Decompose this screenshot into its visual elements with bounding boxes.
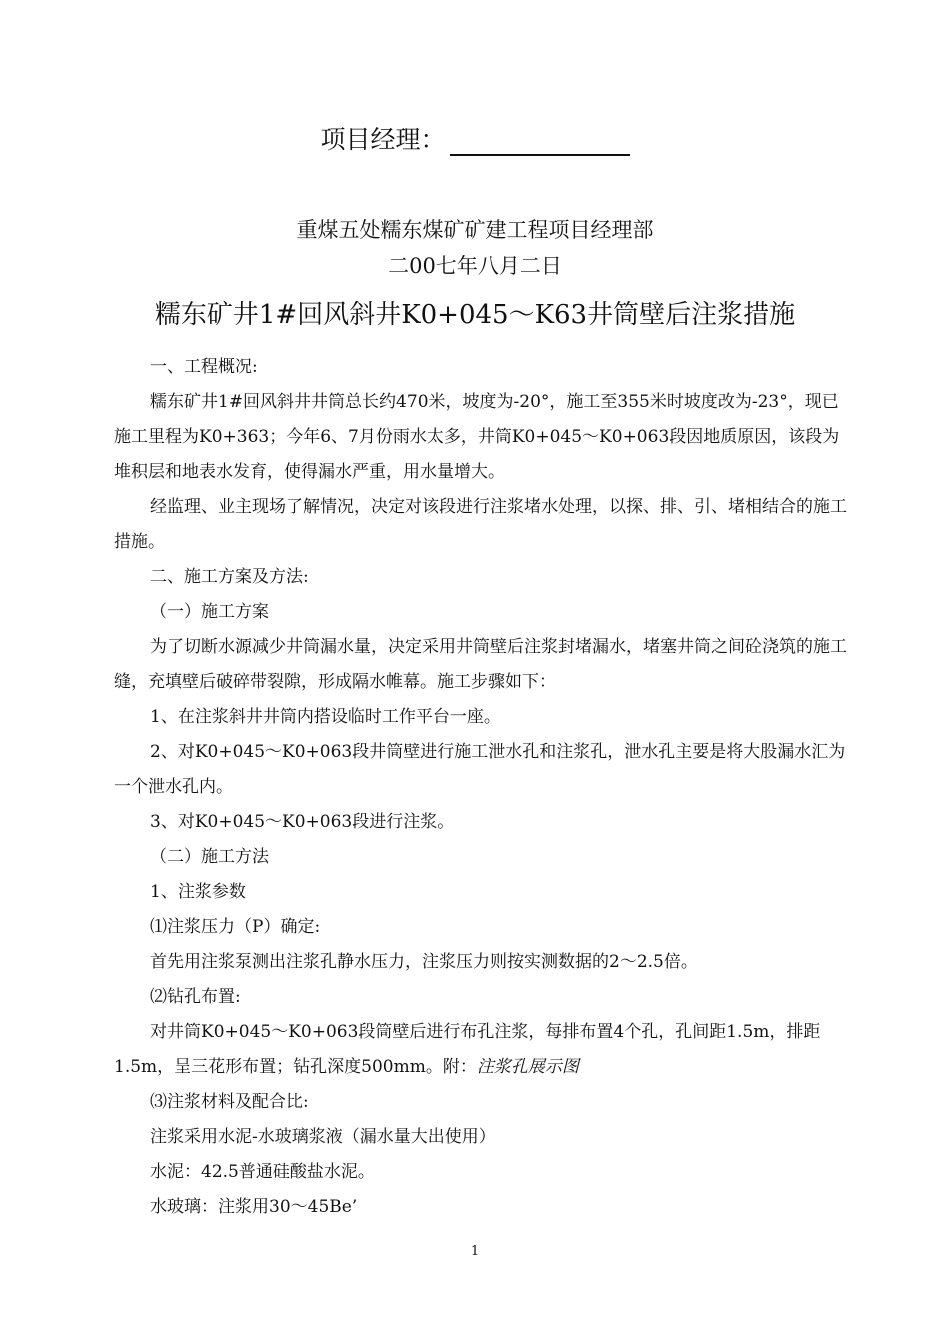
materials-text: 注浆采用水泥-水玻璃浆液（漏水量大出使用） xyxy=(150,1127,496,1147)
project-manager-label: 项目经理： xyxy=(320,125,446,154)
organization-name: 重煤五处糯东煤矿矿建工程项目经理部 xyxy=(296,218,654,242)
section-heading-plan: 二、施工方案及方法: xyxy=(150,567,309,587)
hole-layout-diagram-link[interactable]: 注浆孔展示图 xyxy=(476,1057,579,1077)
drilling-layout-body: 对井筒K0+045～K0+063段筒壁后进行布孔注浆，每排布置4个孔，孔间距1.5m，排距1.5m，呈三花形布置；钻孔深度500mm。附： xyxy=(114,1022,821,1077)
water-glass-spec: 水玻璃：注浆用30～45Be’ xyxy=(150,1197,358,1217)
grouting-pressure-heading: ⑴注浆压力（P）确定: xyxy=(150,917,321,937)
drilling-layout-text xyxy=(114,1015,850,1085)
step-3: 3、对K0+045～K0+063段进行注浆。 xyxy=(150,812,455,832)
grouting-pressure-text: 首先用注浆泵测出注浆孔静水压力，注浆压力则按实测数据的2～2.5倍。 xyxy=(150,952,698,972)
organization-block xyxy=(0,212,950,284)
section-heading-overview: 一、工程概况: xyxy=(150,357,258,377)
grouting-parameters-heading: 1、注浆参数 xyxy=(150,882,246,902)
document-title: 糯东矿井1#回风斜井K0+045～K63井筒壁后注浆措施 xyxy=(154,300,796,330)
document-body xyxy=(114,350,850,1225)
step-1: 1、在注浆斜井井筒内搭设临时工作平台一座。 xyxy=(150,707,501,727)
paragraph-overview: 糯东矿井1#回风斜井井筒总长约470米，坡度为-20°，施工至355米时坡度改为-23°，现已施工里程为K0+363；今年6、7月份雨水太多，井筒K0+045～K0+063段因地质原因，该段为堆积层和地表水发育，使得漏水严重，用水量增大。 xyxy=(114,392,840,482)
project-manager-signature xyxy=(0,120,950,156)
subheading-method: （二）施工方法 xyxy=(150,847,269,867)
cement-spec: 水泥：42.5普通硅酸盐水泥。 xyxy=(150,1162,375,1182)
document-date: 二00七年八月二日 xyxy=(388,254,562,278)
signature-line xyxy=(450,126,630,156)
paragraph-decision: 经监理、业主现场了解情况，决定对该段进行注浆堵水处理，以探、排、引、堵相结合的施工措施。 xyxy=(114,497,847,552)
step-2: 2、对K0+045～K0+063段井筒壁进行施工泄水孔和注浆孔，泄水孔主要是将大股漏水汇为一个泄水孔内。 xyxy=(114,742,846,797)
materials-heading: ⑶注浆材料及配合比: xyxy=(150,1092,309,1112)
subheading-plan: （一）施工方案 xyxy=(150,602,269,622)
paragraph-plan: 为了切断水源减少井筒漏水量，决定采用井筒壁后注浆封堵漏水，堵塞井筒之间砼浇筑的施工缝，充填壁后破碎带裂隙，形成隔水帷幕。施工步骤如下： xyxy=(114,637,847,692)
drilling-layout-heading: ⑵钻孔布置: xyxy=(150,987,241,1007)
page-number: 1 xyxy=(470,1244,480,1259)
